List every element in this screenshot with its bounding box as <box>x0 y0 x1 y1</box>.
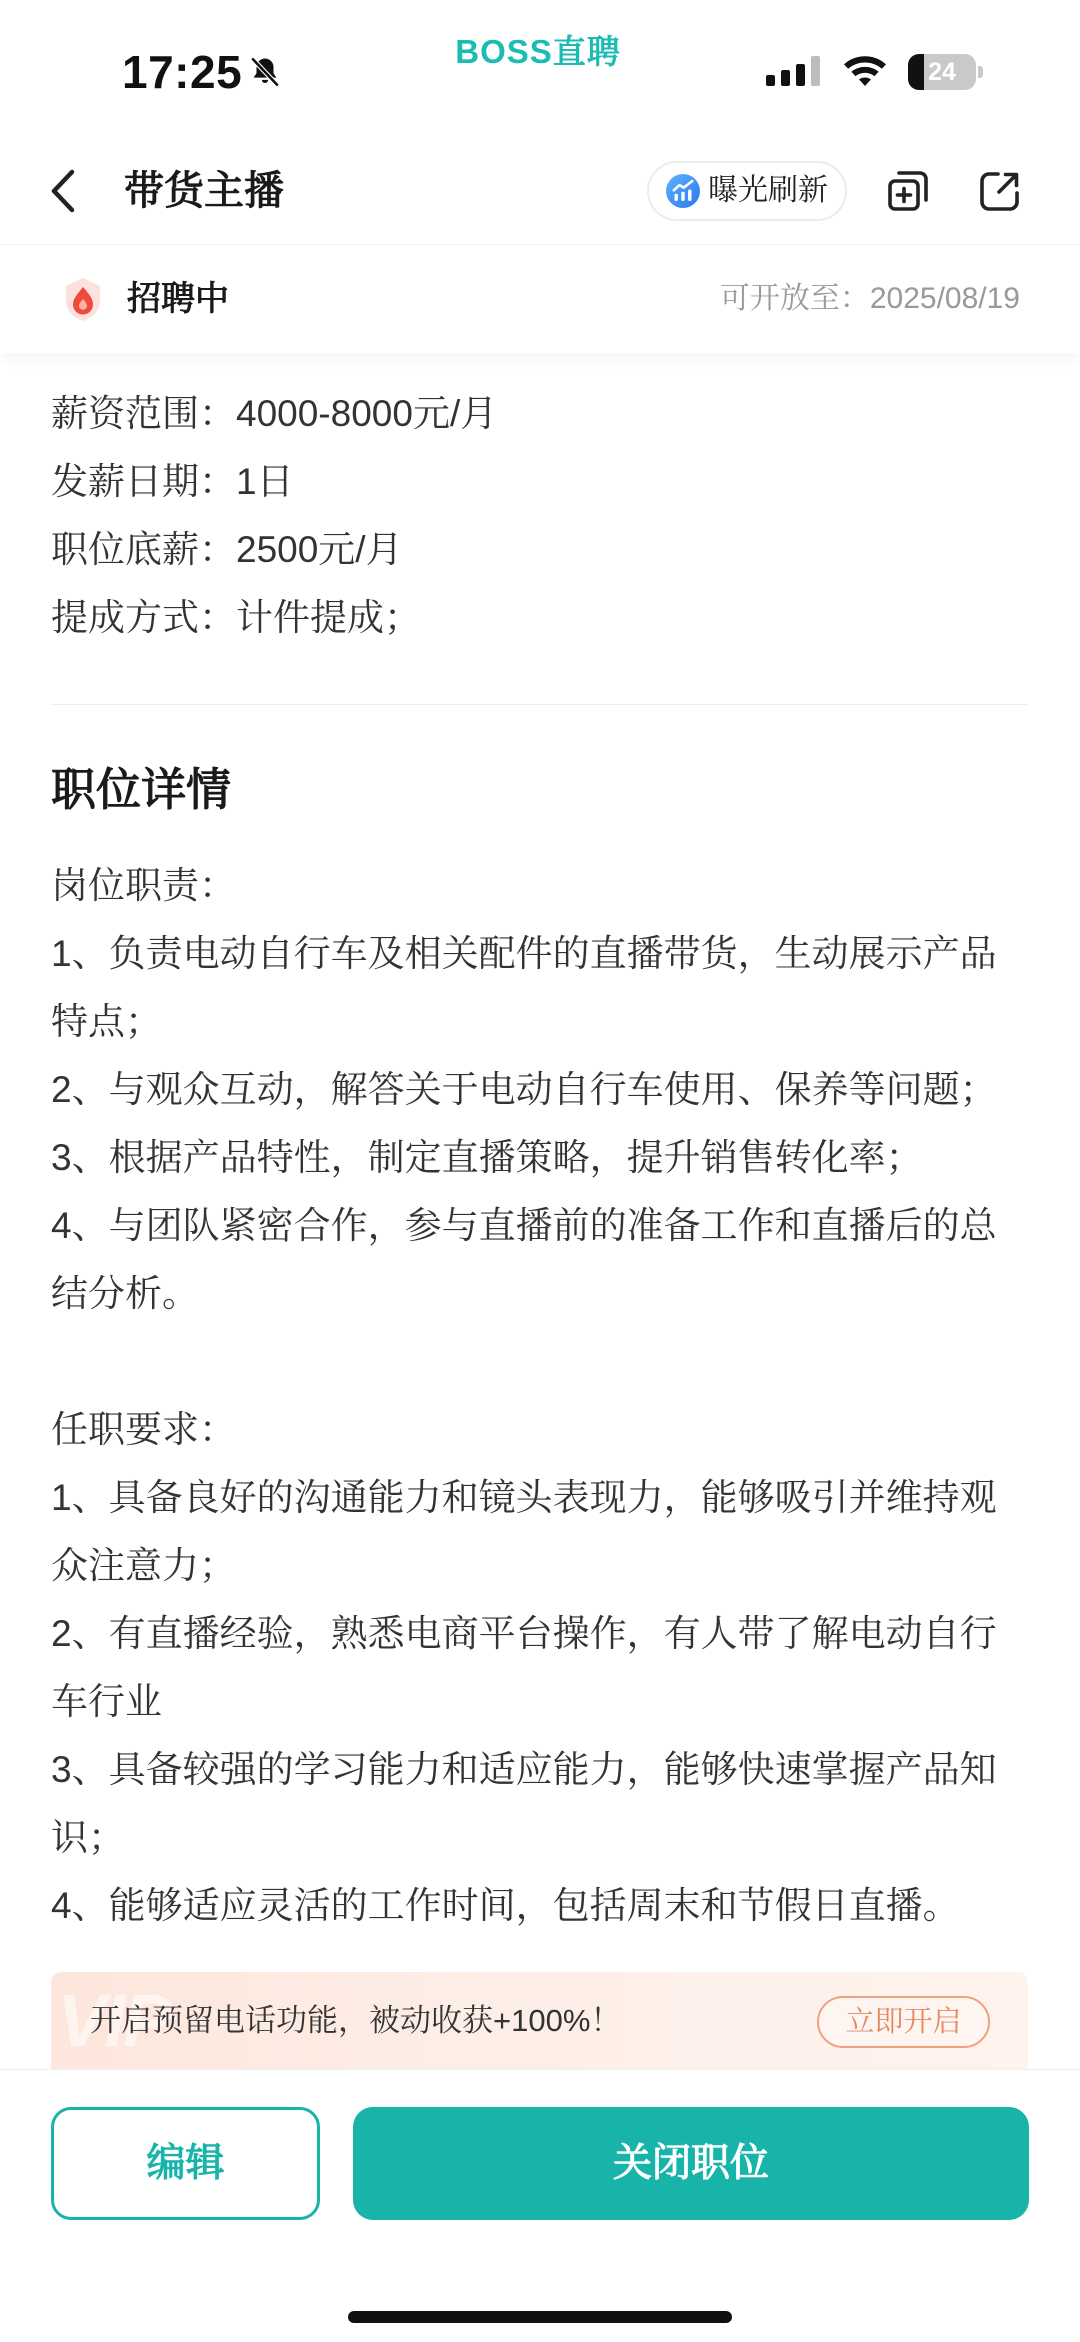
responsibility-item: 4、与团队紧密合作，参与直播前的准备工作和直播后的总结分析。 <box>51 1205 997 1314</box>
back-button[interactable] <box>44 164 84 218</box>
job-detail-heading: 职位详情 <box>51 764 232 815</box>
requirements-title: 任职要求： <box>51 1409 236 1450</box>
exposure-refresh-label: 曝光刷新 <box>708 174 828 207</box>
wifi-icon <box>841 52 889 88</box>
requirement-item: 4、能够适应灵活的工作时间，包括周末和节假日直播。 <box>51 1885 960 1926</box>
battery-level: 24 <box>928 58 956 86</box>
promo-text: 开启预留电话功能，被动收获+100%！ <box>90 2003 622 2038</box>
job-description <box>51 852 1028 1940</box>
home-indicator[interactable] <box>348 2311 732 2323</box>
commission-line <box>51 584 1028 652</box>
signal-icon <box>766 56 822 86</box>
status-time: 17:25 <box>122 46 243 98</box>
bottom-action-bar <box>0 2069 1080 2342</box>
salary-info <box>51 380 1028 652</box>
requirement-item: 2、有直播经验，熟悉电商平台操作，有人带了解电动自行车行业 <box>51 1613 997 1722</box>
recruiting-flame-icon <box>59 275 107 323</box>
exposure-refresh-button[interactable] <box>647 161 847 221</box>
salary-value: 4000-8000元/月 <box>236 393 498 434</box>
recruit-status-row <box>0 245 1080 353</box>
requirement-item: 1、具备良好的沟通能力和镜头表现力，能够吸引并维持观众注意力； <box>51 1477 997 1586</box>
salary-value: 2500元/月 <box>236 529 403 570</box>
responsibilities-title: 岗位职责： <box>51 865 236 906</box>
app-logo: BOSS直聘 <box>455 33 621 70</box>
battery-body <box>908 54 976 90</box>
responsibility-item: 3、根据产品特性，制定直播策略，提升销售转化率； <box>51 1137 923 1178</box>
duplicate-add-icon[interactable] <box>884 167 932 215</box>
vip-watermark: VIP <box>57 1979 171 2062</box>
open-until-date: 可开放至：2025/08/19 <box>719 282 1020 315</box>
battery-icon <box>908 54 984 90</box>
salary-value: 计件提成； <box>236 597 421 638</box>
salary-label: 发薪日期： <box>51 461 236 502</box>
close-position-button[interactable]: 关闭职位 <box>353 2107 1029 2220</box>
page-title: 带货主播 <box>124 169 284 213</box>
enable-now-button[interactable]: 立即开启 <box>817 1996 990 2048</box>
status-bar <box>0 0 1080 140</box>
reserved-phone-promo-banner[interactable] <box>51 1972 1028 2082</box>
base-salary-line <box>51 516 1028 584</box>
responsibility-item: 1、负责电动自行车及相关配件的直播带货，生动展示产品特点； <box>51 933 997 1042</box>
trend-up-icon <box>666 174 700 208</box>
pay-day-line <box>51 448 1028 516</box>
edit-button[interactable]: 编辑 <box>51 2107 320 2220</box>
salary-label: 薪资范围： <box>51 393 236 434</box>
battery-nub <box>978 66 983 78</box>
salary-label: 职位底薪： <box>51 529 236 570</box>
recruit-status-label: 招聘中 <box>127 280 229 318</box>
section-divider <box>51 704 1028 705</box>
share-icon[interactable] <box>976 167 1024 215</box>
salary-label: 提成方式： <box>51 597 236 638</box>
top-nav-bar <box>0 144 1080 238</box>
salary-value: 1日 <box>236 461 294 502</box>
salary-range-line <box>51 380 1028 448</box>
responsibility-item: 2、与观众互动，解答关于电动自行车使用、保养等问题； <box>51 1069 997 1110</box>
paragraph-spacer <box>51 1328 1028 1396</box>
requirement-item: 3、具备较强的学习能力和适应能力，能够快速掌握产品知识； <box>51 1749 997 1858</box>
